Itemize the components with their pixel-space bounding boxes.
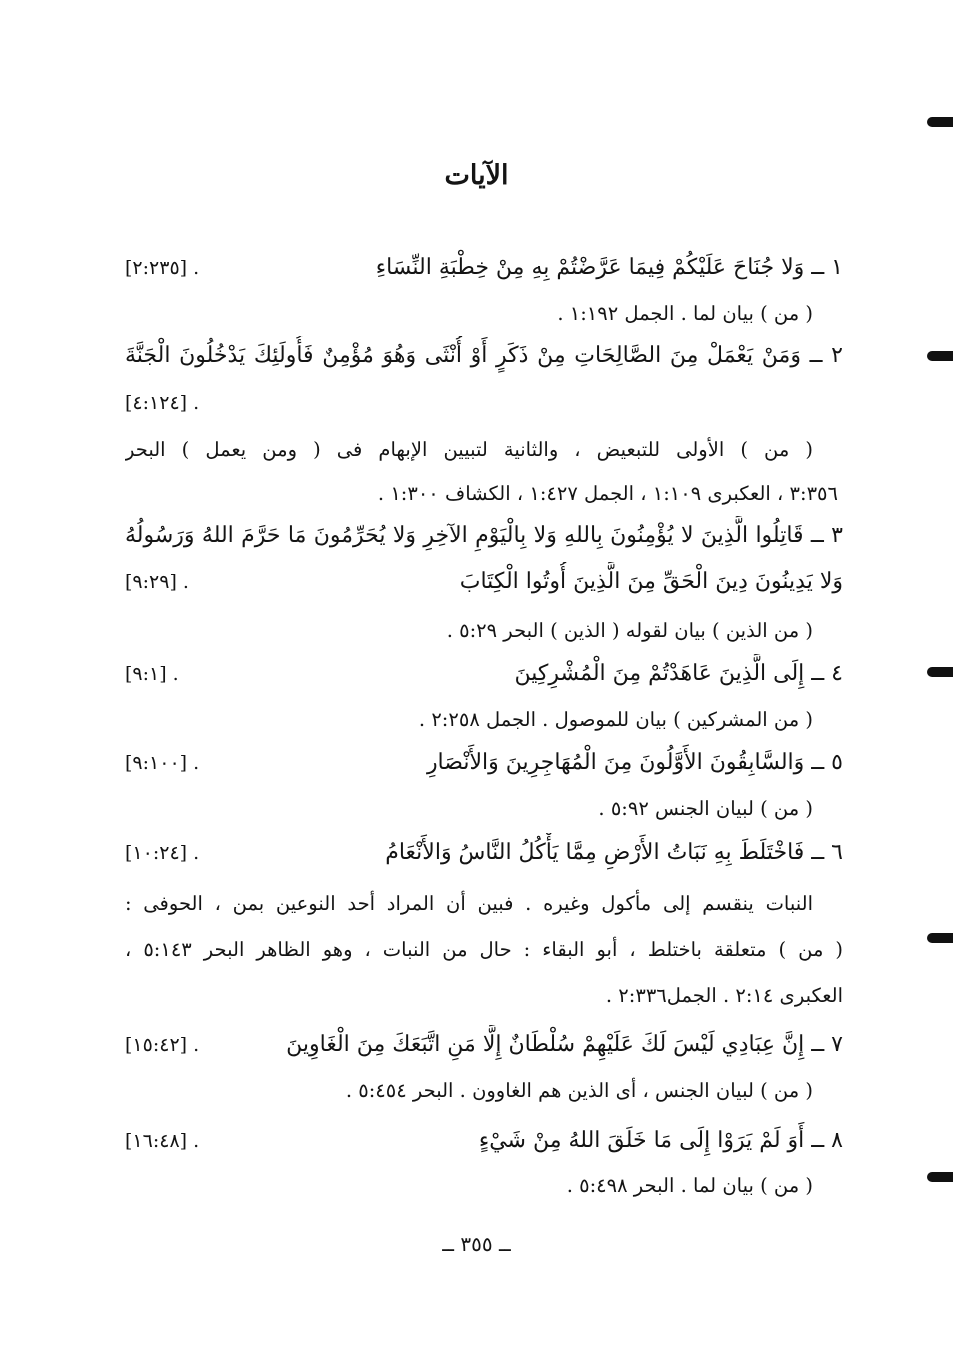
- verse-reference: [٩:٢٩] .: [125, 571, 189, 593]
- verse-reference: [٢:٢٣٥] .: [125, 257, 200, 279]
- note-line: [125, 474, 838, 514]
- verse-line: [125, 654, 843, 694]
- verse-line: [125, 743, 843, 783]
- page-number: ــ ٣٥٥ ــ: [442, 1232, 511, 1256]
- note-line: [125, 294, 813, 334]
- verse-line: [125, 833, 843, 873]
- verse-line: [125, 1121, 843, 1161]
- verse-reference: [٤:١٢٤] .: [125, 392, 200, 414]
- verse-reference: [١٥:٤٢] .: [125, 1034, 200, 1056]
- verse-line: ٣ ــ قَاتِلُوا الَّذِينَ لا يُؤْمِنُونَ بِاللهِ وَلا بِالْيَوْمِ الآخِرِ وَلا يُحَرِّمُونَ مَا حَرَّمَ اللهُ وَرَسُولُهُ: [125, 523, 843, 548]
- note-line: النبات ينقسم إلى مأكول وغيره . فبين أن المراد أحد النوعين بمن ، الحوفى :: [125, 892, 813, 915]
- verse-reference: [٩:١] .: [125, 663, 179, 685]
- verse-text: ٤ ــ إِلَى الَّذِينَ عَاهَدْتُمْ مِنَ الْمُشْرِكِينَ: [514, 661, 843, 686]
- verse-line: [125, 562, 843, 602]
- verse-text: ٥ ــ وَالسَّابِقُونَ الأَوَّلُونَ مِنَ الْمُهَاجِرِينَ وَالأَنْصَارِ: [426, 750, 843, 775]
- note-line: [125, 700, 813, 740]
- note-line: ( من ) متعلقة باختلط ، أبو البقاء : حال من النبات ، وهو الظاهر البحر ٥:١٤٣ ،: [125, 938, 843, 961]
- note-line: [125, 611, 813, 651]
- binding-mark: [927, 933, 953, 943]
- verse-line: ٢ ــ وَمَنْ يَعْمَلْ مِنَ الصَّالِحَاتِ مِنْ ذَكَرٍ أَوْ أُنْثَى وَهُوَ مُؤْمِنٌ فَأُولَئِكَ يَدْخُلُونَ الْجَنَّةَ: [125, 343, 843, 368]
- verse-reference: [١٠:٢٤] .: [125, 842, 200, 864]
- binding-mark: [927, 351, 953, 361]
- note-text: العكبرى ٢:١٤ . الجمل٢:٣٣٦ .: [605, 984, 843, 1007]
- note-text: ( من الذين ) بيان لقوله ( الذين ) البحر ٥:٢٩ .: [446, 619, 813, 642]
- note-text: ( من ) بيان لما . الجمل ١:١٩٢ .: [557, 302, 813, 325]
- note-line: [125, 976, 843, 1016]
- verse-line: [125, 248, 843, 288]
- verse-text: وَلا يَدِينُونَ دِينَ الْحَقِّ مِنَ الَّذِينَ أُوتُوا الْكِتَابَ: [459, 569, 843, 594]
- verse-line: [125, 383, 843, 423]
- note-text: ( من ) لبيان الجنس ، أى الذين هم الغاوون . البحر ٥:٤٥٤ .: [345, 1079, 813, 1102]
- note-text: ( من ) بيان لما . البحر ٥:٤٩٨ .: [566, 1174, 813, 1197]
- note-line: [125, 1166, 813, 1206]
- verse-reference: [٩:١٠٠] .: [125, 752, 200, 774]
- verse-line: [125, 1025, 843, 1065]
- note-line: [125, 789, 813, 829]
- verse-text: ٧ ــ إِنَّ عِبَادِي لَيْسَ لَكَ عَلَيْهِمْ سُلْطَانٌ إِلَّا مَنِ اتَّبَعَكَ مِنَ الْغَاوِينَ: [286, 1032, 843, 1057]
- note-text: ٣:٣٥٦ ، العكبرى ١:١٠٩ ، الجمل ١:٤٢٧ ، الكشاف ١:٣٠٠ .: [377, 482, 838, 505]
- note-text: ( من ) لبيان الجنس ٥:٩٢ .: [598, 797, 813, 820]
- verse-reference: [١٦:٤٨] .: [125, 1130, 200, 1152]
- note-text: ( من المشركين ) بيان للموصول . الجمل ٢:٢٥٨ .: [418, 708, 813, 731]
- note-line: ( من ) الأولى للتبعيض ، والثانية لتبيين الإبهام فى ( ومن يعمل ) البحر: [125, 438, 813, 461]
- binding-mark: [927, 117, 953, 127]
- verse-text: ٦ ــ فَاخْتَلَطَ بِهِ نَبَاتُ الأَرْضِ مِمَّا يَأْكُلُ النَّاسُ وَالأَنْعَامُ: [385, 840, 843, 865]
- page-title: الآيات: [444, 160, 509, 191]
- verse-text: ١ ــ وَلا جُنَاحَ عَلَيْكُمْ فِيمَا عَرَّضْتُمْ بِهِ مِنْ خِطْبَةِ النِّسَاءِ: [375, 255, 843, 280]
- binding-mark: [927, 1172, 953, 1182]
- verse-text: ٨ ــ أَوَ لَمْ يَرَوْا إِلَى مَا خَلَقَ اللهُ مِنْ شَيْءٍ: [478, 1128, 843, 1153]
- note-line: [125, 1071, 813, 1111]
- binding-mark: [927, 667, 953, 677]
